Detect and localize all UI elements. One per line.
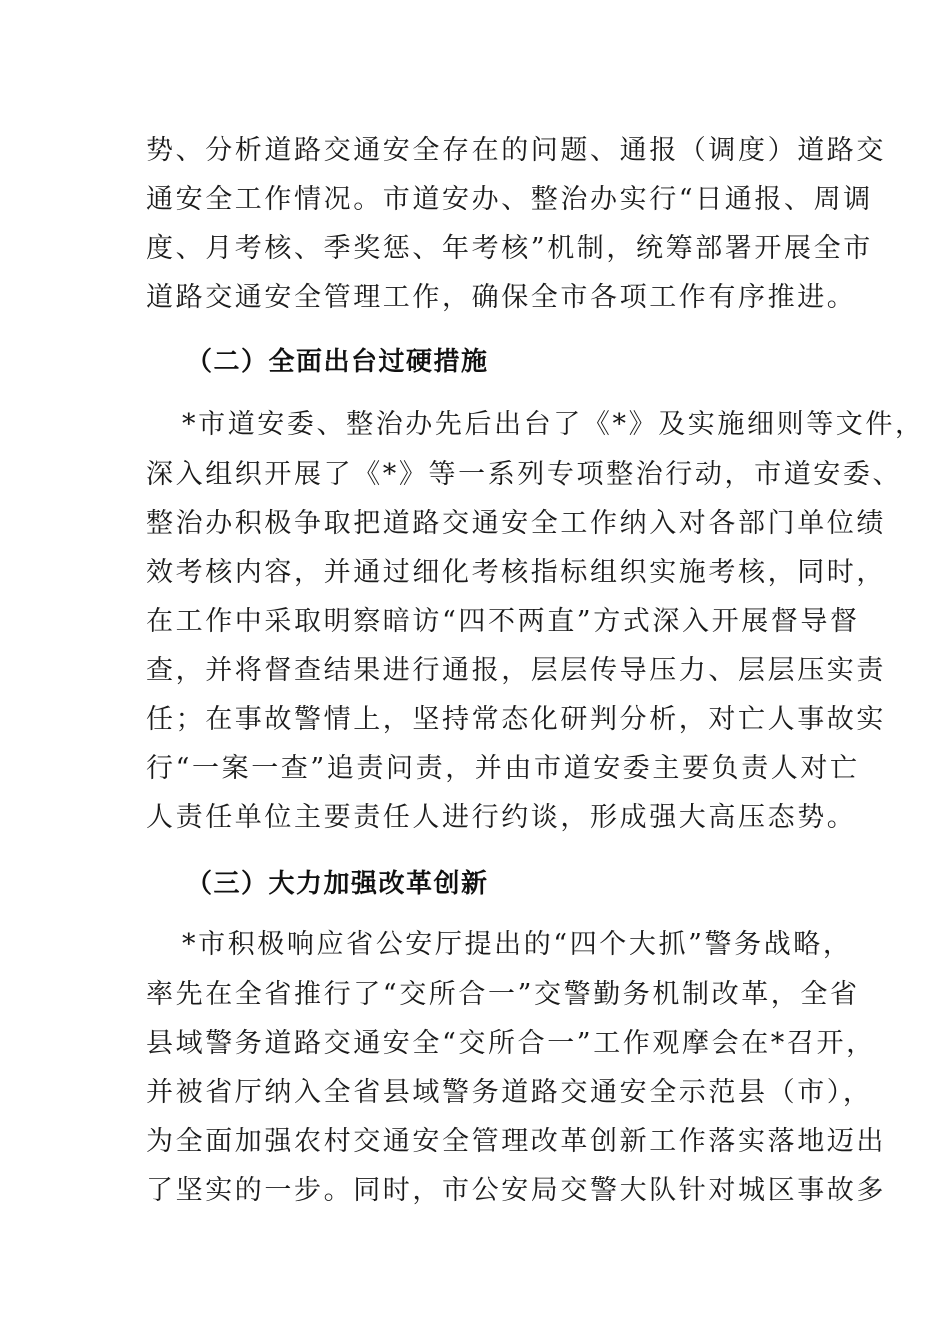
paragraph3-line-3: 县域警务道路交通安全“交所合一”工作观摩会在*召开， [146, 1028, 876, 1059]
paragraph2-line-1: *市道安委、整治办先后出台了《*》及实施细则等文件， [182, 409, 925, 440]
paragraph3-line-5: 为全面加强农村交通安全管理改革创新工作落实落地迈出 [146, 1126, 886, 1157]
paragraph3-line-2: 率先在全省推行了“交所合一”交警勤务机制改革，全省 [146, 979, 860, 1010]
paragraph1-line-4: 道路交通安全管理工作，确保全市各项工作有序推进。 [146, 282, 857, 313]
paragraph2-line-3: 整治办积极争取把道路交通安全工作纳入对各部门单位绩 [146, 508, 886, 539]
paragraph1-line-2: 通安全工作情况。市道安办、整治办实行“日通报、周调 [146, 184, 873, 215]
paragraph2-line-2: 深入组织开展了《*》等一系列专项整治行动，市道安委、 [146, 459, 903, 490]
section-heading-2: （二）全面出台过硬措施 [186, 347, 489, 377]
paragraph1-line-1: 势、分析道路交通安全存在的问题、通报（调度）道路交 [146, 135, 886, 166]
paragraph2-line-7: 任；在事故警情上，坚持常态化研判分析，对亡人事故实 [146, 704, 886, 735]
paragraph3-line-6: 了坚实的一步。同时，市公安局交警大队针对城区事故多 [146, 1175, 886, 1206]
paragraph2-line-4: 效考核内容，并通过细化考核指标组织实施考核，同时， [146, 557, 886, 588]
paragraph2-line-6: 查，并将督查结果进行通报，层层传导压力、层层压实责 [146, 655, 886, 686]
paragraph2-line-8: 行“一案一查”追责问责，并由市道安委主要负责人对亡 [146, 753, 860, 784]
paragraph1-line-3: 度、月考核、季奖惩、年考核”机制，统筹部署开展全市 [146, 233, 873, 264]
section-heading-3: （三）大力加强改革创新 [186, 869, 489, 899]
paragraph3-line-1: *市积极响应省公安厅提出的“四个大抓”警务战略， [182, 929, 853, 960]
paragraph3-line-4: 并被省厅纳入全省县域警务道路交通安全示范县（市）， [146, 1077, 873, 1108]
paragraph2-line-9: 人责任单位主要责任人进行约谈，形成强大高压态势。 [146, 802, 857, 833]
paragraph2-line-5: 在工作中采取明察暗访“四不两直”方式深入开展督导督 [146, 606, 860, 637]
